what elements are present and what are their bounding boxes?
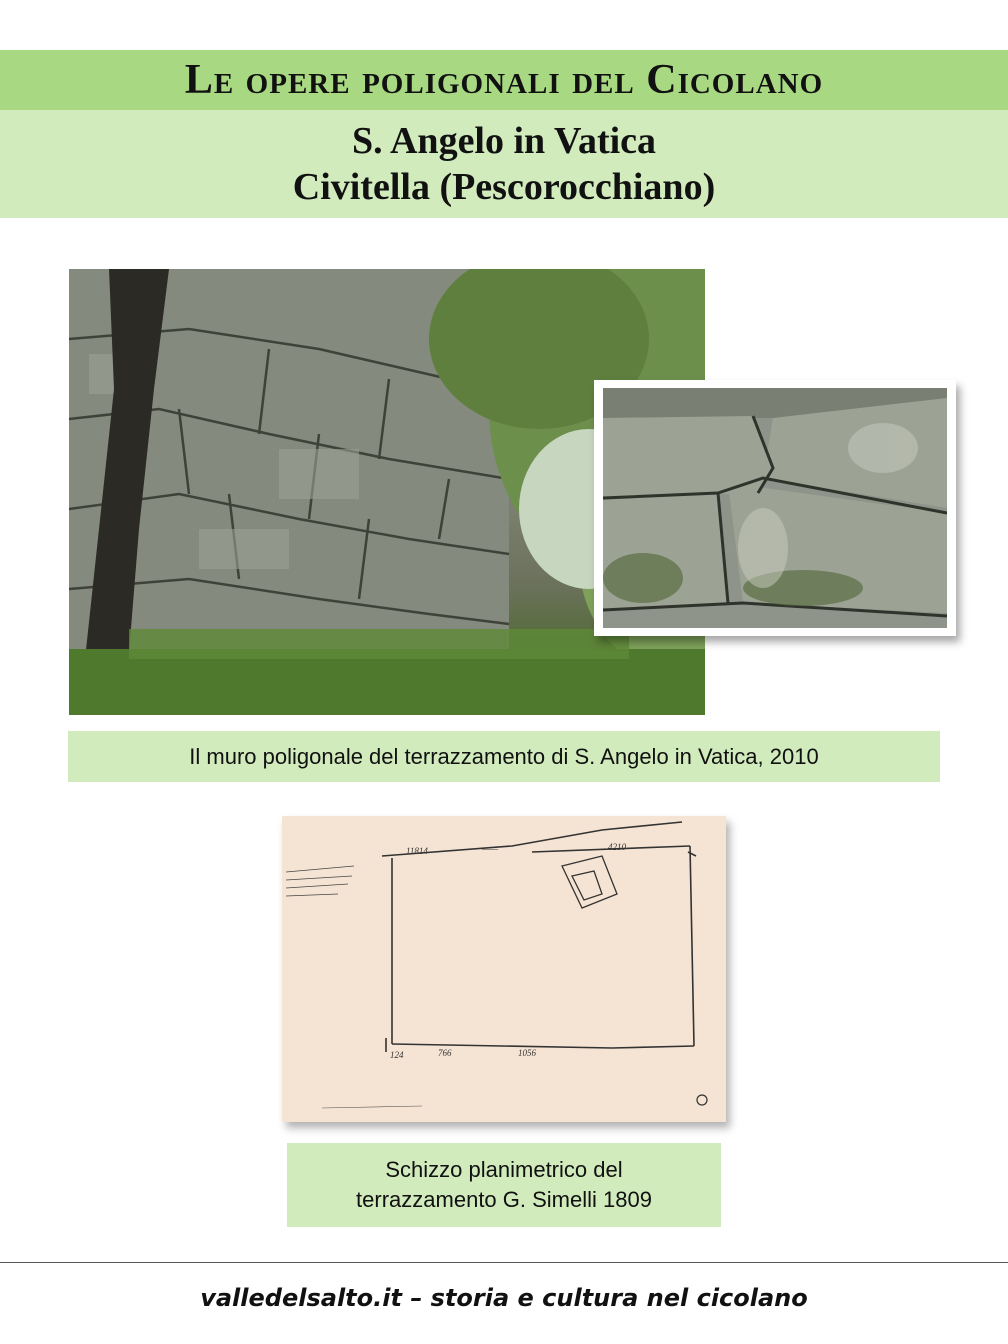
subtitle-band xyxy=(0,110,1008,218)
subtitle-place: S. Angelo in Vatica xyxy=(351,120,657,162)
sketch-caption-line1: Schizzo planimetrico del xyxy=(385,1157,623,1182)
wall-photo-detail xyxy=(594,380,956,636)
footer-text: valledelsalto.it – storia e cultura nel cicolano xyxy=(200,1284,808,1312)
footer-divider xyxy=(0,1262,1008,1263)
svg-text:1056: 1056 xyxy=(518,1048,536,1058)
survey-sketch xyxy=(282,816,726,1122)
wall-photo-caption: Il muro poligonale del terrazzamento di S. Angelo in Vatica, 2010 xyxy=(68,731,940,782)
sketch-caption-line2: terrazzamento G. Simelli 1809 xyxy=(356,1187,652,1212)
svg-text:766: 766 xyxy=(438,1048,452,1058)
svg-text:11814: 11814 xyxy=(406,846,428,856)
svg-text:124: 124 xyxy=(390,1050,404,1060)
page-title: Le opere poligonali del Cicolano xyxy=(184,57,824,103)
svg-text:4210: 4210 xyxy=(608,842,626,852)
sketch-caption xyxy=(287,1143,721,1227)
subtitle-location: Civitella (Pescorocchiano) xyxy=(292,166,716,208)
title-band xyxy=(0,50,1008,110)
svg-text:——: —— xyxy=(482,844,499,854)
